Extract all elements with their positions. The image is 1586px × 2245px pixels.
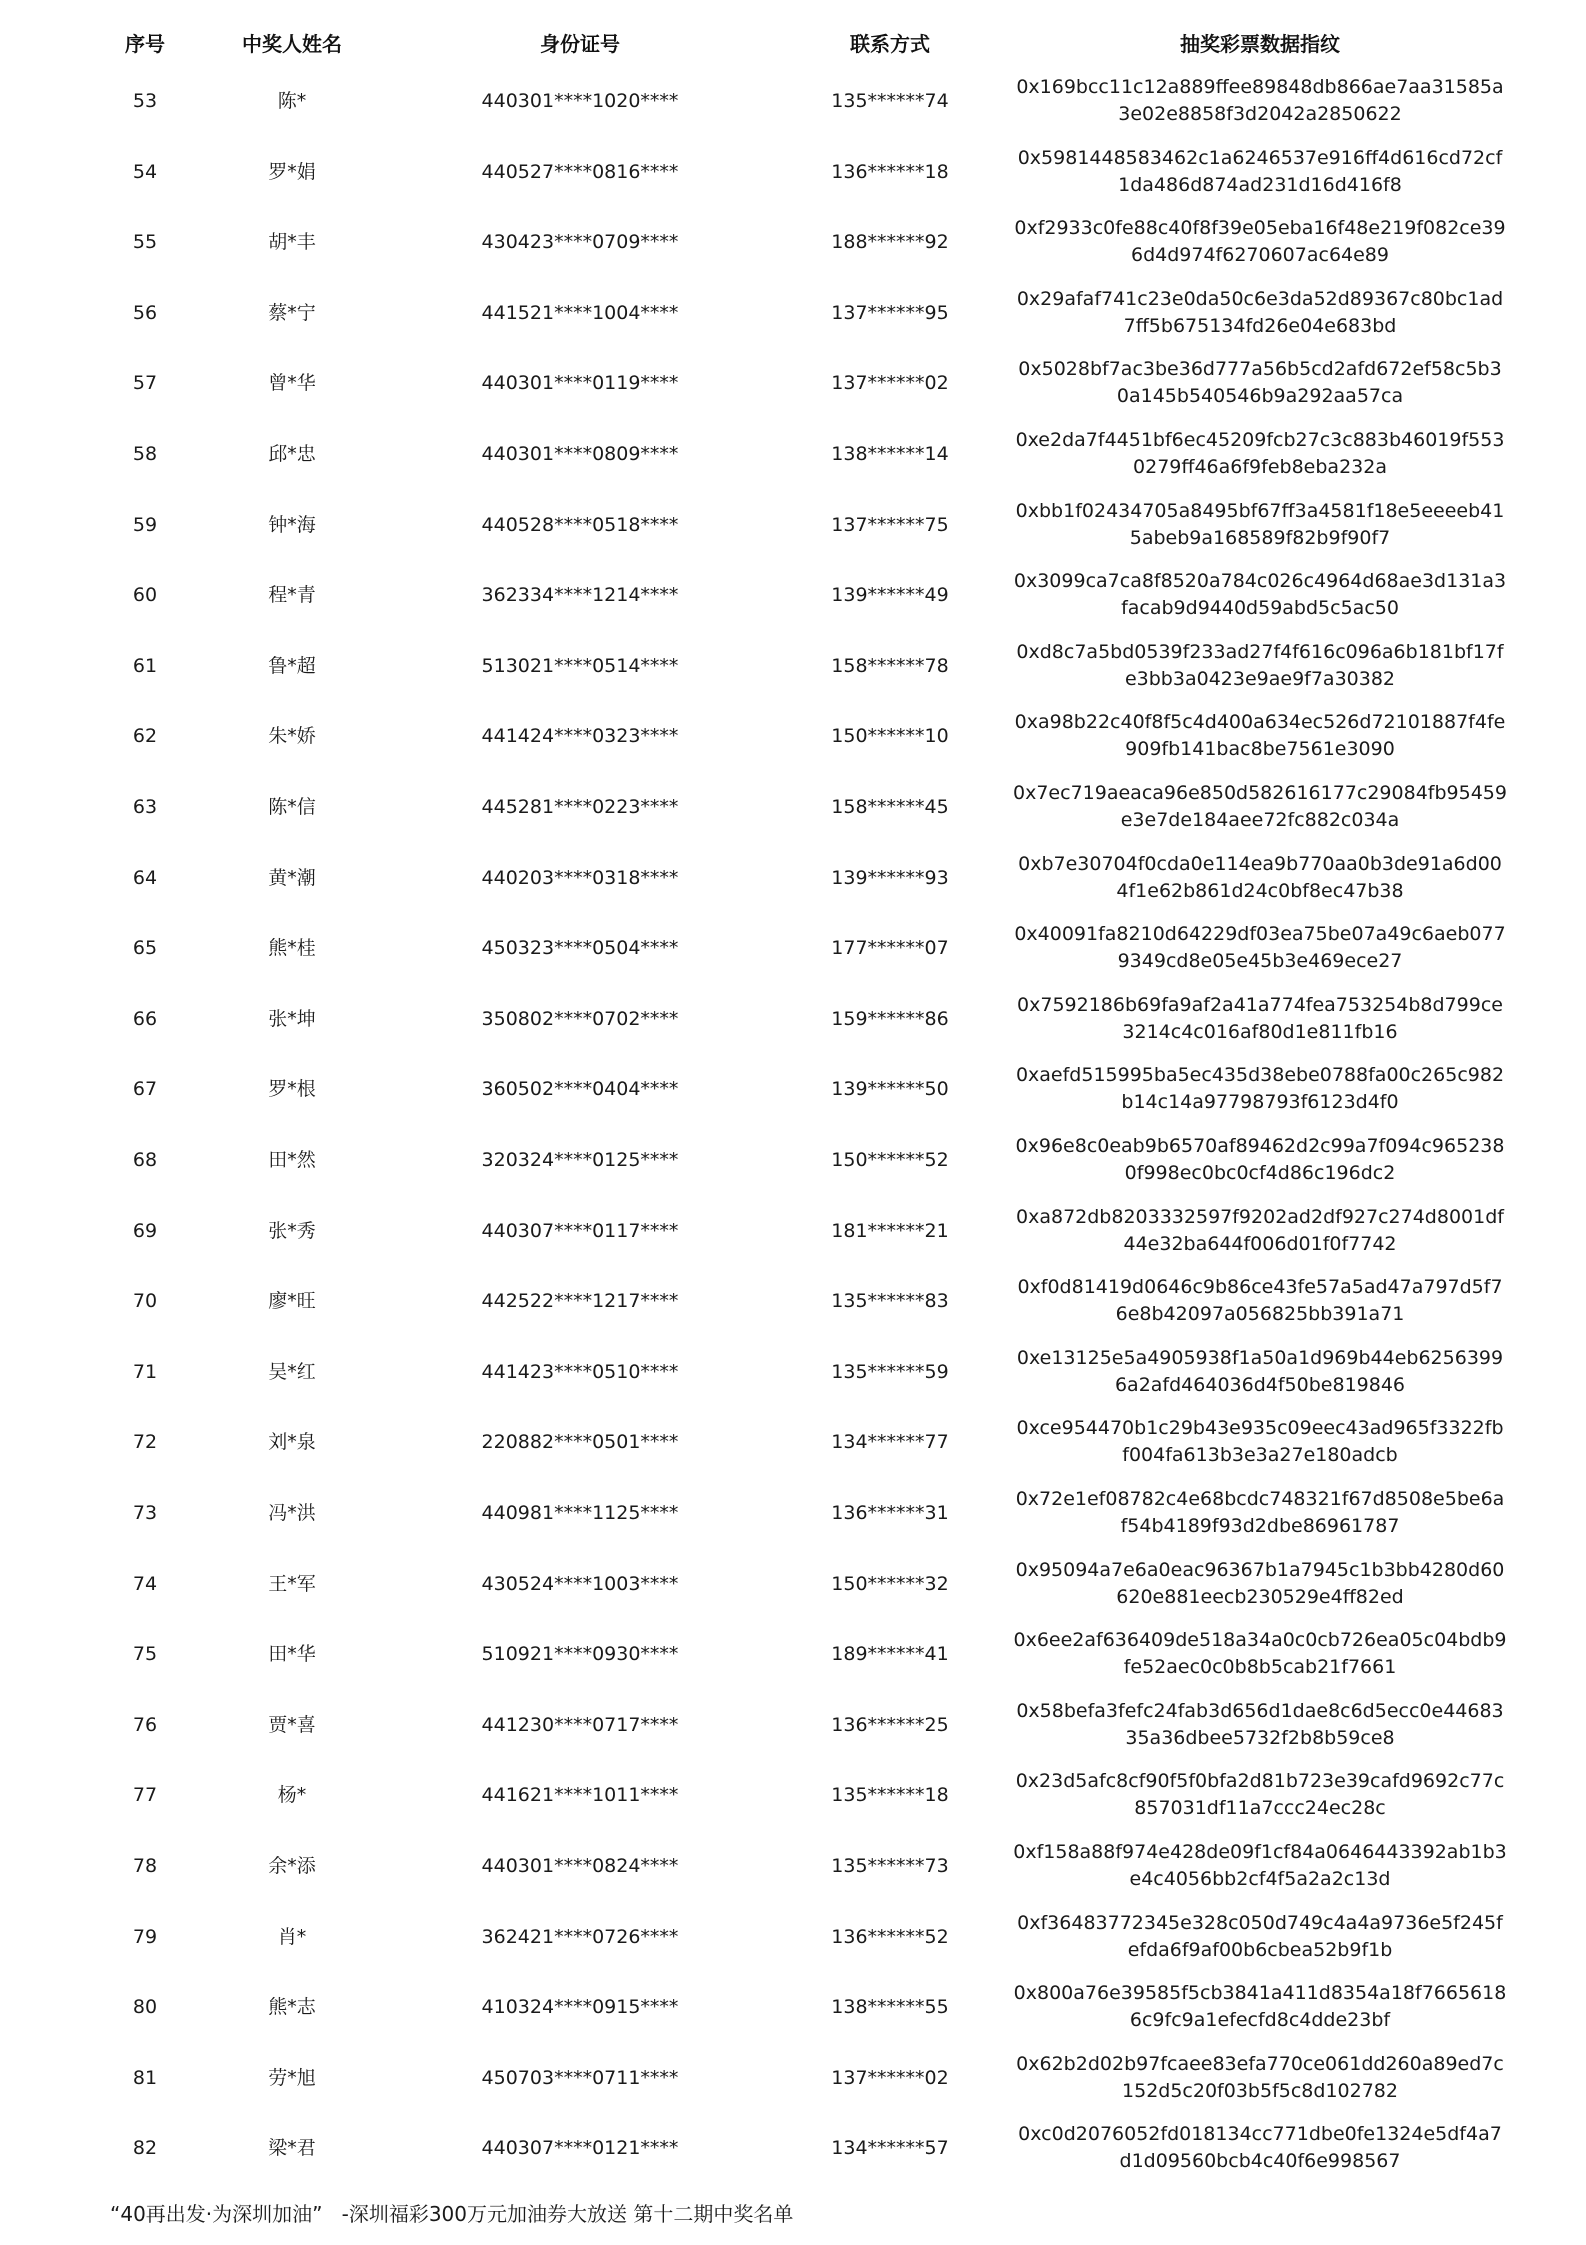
table-row — [0, 1549, 1586, 1620]
cell-id: 440528****0518**** — [481, 513, 679, 536]
cell-id: 450703****0711**** — [481, 2066, 679, 2089]
hash-line-2: 6d4d974f6270607ac64e89 — [1130, 244, 1389, 267]
cell-seq: 55 — [132, 231, 158, 254]
cell-name: 熊*志 — [268, 1996, 316, 2019]
hash-line-2: 3e02e8858f3d2042a2850622 — [1118, 103, 1402, 125]
cell-name: 张*秀 — [268, 1219, 316, 1242]
cell-seq: 58 — [132, 443, 158, 465]
hash-line-1: 0xf0d81419d0646c9b86ce43fe57a5ad47a797d5f7 — [1017, 1276, 1503, 1299]
cell-hash — [1000, 921, 1520, 975]
cell-id: 320324****0125**** — [481, 1149, 679, 1171]
table-row — [0, 1760, 1586, 1831]
cell-id: 440981****1125**** — [481, 1502, 679, 1524]
table-row — [0, 137, 1586, 208]
hash-line-2: e4c4056bb2cf4f5a2a2c13d — [1129, 1868, 1391, 1890]
cell-seq: 65 — [132, 937, 158, 960]
cell-seq: 67 — [132, 1078, 158, 1101]
cell-seq: 64 — [132, 866, 158, 889]
cell-id: 440307****0121**** — [481, 2137, 679, 2160]
cell-hash — [1000, 1980, 1520, 2034]
table-row — [0, 1125, 1586, 1196]
cell-name: 田*华 — [268, 1643, 316, 1666]
cell-name: 罗*娟 — [268, 160, 316, 183]
cell-seq: 62 — [132, 725, 158, 748]
cell-hash — [1000, 1839, 1520, 1893]
cell-name: 杨* — [277, 1784, 307, 1807]
hash-line-1: 0x95094a7e6a0eac96367b1a7945c1b3bb4280d60 — [1015, 1558, 1505, 1581]
hash-line-2: 6c9fc9a1efecfd8c4dde23bf — [1129, 2009, 1391, 2032]
hash-line-2: f004fa613b3e3a27e180adcb — [1122, 1444, 1398, 1467]
cell-name: 冯*洪 — [268, 1502, 316, 1524]
cell-hash — [1000, 286, 1520, 340]
cell-id: 441521****1004**** — [481, 301, 679, 324]
cell-hash — [1000, 1557, 1520, 1611]
cell-name: 程*青 — [268, 584, 316, 607]
cell-phone: 135******18 — [831, 1784, 949, 1807]
cell-phone: 189******41 — [831, 1643, 949, 1666]
hash-line-2: efda6f9af00b6cbea52b9f1b — [1127, 1938, 1393, 1961]
hash-line-1: 0x7ec719aeaca96e850d582616177c29084fb95459 — [1013, 782, 1507, 804]
table-row — [0, 1407, 1586, 1478]
table-row — [0, 1266, 1586, 1337]
hash-line-1: 0xe13125e5a4905938f1a50a1d969b44eb6256399 — [1016, 1346, 1504, 1369]
table-row — [0, 207, 1586, 278]
cell-phone: 135******74 — [831, 90, 949, 112]
cell-phone: 158******78 — [831, 654, 949, 677]
cell-seq: 78 — [132, 1855, 158, 1877]
hash-line-1: 0xce954470b1c29b43e935c09eec43ad965f3322fb — [1016, 1417, 1504, 1440]
cell-phone: 158******45 — [831, 796, 949, 818]
table-row — [0, 1337, 1586, 1408]
cell-seq: 80 — [132, 1996, 158, 2019]
hash-line-2: 152d5c20f03b5f5c8d102782 — [1122, 2079, 1398, 2102]
hash-line-1: 0xd8c7a5bd0539f233ad27f4f616c096a6b181bf17f — [1016, 640, 1504, 663]
cell-id: 513021****0514**** — [481, 654, 679, 677]
hash-line-1: 0x169bcc11c12a889ffee89848db866ae7aa31585a — [1016, 76, 1504, 98]
cell-hash — [1000, 1910, 1520, 1964]
cell-name: 张*坤 — [268, 1007, 316, 1030]
table-row — [0, 1619, 1586, 1690]
table-row — [0, 772, 1586, 843]
cell-id: 362421****0726**** — [481, 1925, 679, 1948]
hash-line-2: 6a2afd464036d4f50be819846 — [1114, 1373, 1406, 1396]
hash-line-2: 857031df11a7ccc24ec28c — [1134, 1797, 1386, 1820]
cell-seq: 54 — [132, 160, 158, 183]
cell-seq: 59 — [132, 513, 158, 536]
cell-name: 罗*根 — [268, 1078, 316, 1101]
cell-name: 熊*桂 — [268, 937, 316, 960]
cell-hash — [1000, 427, 1520, 481]
hash-line-1: 0xaefd515995ba5ec435d38ebe0788fa00c265c982 — [1015, 1064, 1505, 1087]
cell-name: 陈*信 — [268, 796, 316, 818]
hash-line-2: 1da486d874ad231d16d416f8 — [1118, 173, 1402, 196]
cell-name: 贾*喜 — [268, 1713, 316, 1736]
cell-hash — [1000, 568, 1520, 622]
cell-id: 441621****1011**** — [481, 1784, 679, 1807]
cell-hash — [1000, 709, 1520, 763]
header-seq: 序号 — [125, 32, 165, 56]
table-row — [0, 984, 1586, 1055]
cell-name: 邱*忠 — [268, 443, 316, 465]
cell-seq: 79 — [132, 1925, 158, 1948]
hash-line-2: 35a36dbee5732f2b8b59ce8 — [1125, 1726, 1395, 1749]
cell-seq: 75 — [132, 1643, 158, 1666]
cell-seq: 72 — [132, 1431, 158, 1454]
cell-name: 曾*华 — [268, 372, 316, 395]
cell-id: 440527****0816**** — [481, 160, 679, 183]
cell-hash — [1000, 1486, 1520, 1540]
cell-seq: 63 — [132, 796, 158, 818]
cell-id: 360502****0404**** — [481, 1078, 679, 1101]
hash-line-1: 0xa872db8203332597f9202ad2df927c274d8001df — [1016, 1205, 1504, 1228]
cell-hash — [1000, 1415, 1520, 1469]
cell-name: 刘*泉 — [268, 1431, 316, 1454]
cell-id: 441423****0510**** — [481, 1360, 679, 1383]
hash-line-2: e3e7de184aee72fc882c034a — [1120, 809, 1400, 831]
cell-seq: 69 — [132, 1219, 158, 1242]
table-row — [0, 66, 1586, 137]
table-row — [0, 1972, 1586, 2043]
table-row — [0, 1690, 1586, 1761]
cell-hash — [1000, 1062, 1520, 1116]
cell-hash — [1000, 145, 1520, 199]
hash-line-1: 0x62b2d02b97fcaee83efa770ce061dd260a89ed7c — [1016, 2052, 1504, 2075]
cell-hash — [1000, 992, 1520, 1046]
hash-line-2: f54b4189f93d2dbe86961787 — [1120, 1515, 1400, 1537]
cell-hash — [1000, 2051, 1520, 2105]
cell-phone: 137******02 — [831, 2066, 949, 2089]
hash-line-1: 0x6ee2af636409de518a34a0c0cb726ea05c04bdb9 — [1013, 1629, 1507, 1652]
cell-name: 鲁*超 — [268, 654, 316, 677]
cell-id: 441424****0323**** — [481, 725, 679, 748]
cell-seq: 82 — [132, 2137, 158, 2160]
cell-hash — [1000, 215, 1520, 269]
table-row — [0, 913, 1586, 984]
cell-id: 410324****0915**** — [481, 1996, 679, 2019]
cell-seq: 66 — [132, 1007, 158, 1030]
header-phone: 联系方式 — [850, 32, 930, 56]
table-row — [0, 2043, 1586, 2114]
cell-name: 田*然 — [268, 1149, 316, 1171]
table-row — [0, 348, 1586, 419]
cell-phone: 181******21 — [831, 1219, 949, 1242]
hash-line-2: 0a145b540546b9a292aa57ca — [1116, 385, 1404, 408]
cell-id: 450323****0504**** — [481, 937, 679, 960]
cell-name: 朱*娇 — [268, 725, 316, 748]
hash-line-1: 0x800a76e39585f5cb3841a411d8354a18f7665618 — [1013, 1982, 1507, 2005]
hash-line-1: 0xf2933c0fe88c40f8f39e05eba16f48e219f082ce39 — [1014, 217, 1506, 240]
hash-line-2: 0f998ec0bc0cf4d86c196dc2 — [1124, 1162, 1396, 1184]
table-row — [0, 631, 1586, 702]
cell-seq: 60 — [132, 584, 158, 607]
cell-name: 梁*君 — [268, 2137, 316, 2160]
cell-phone: 139******50 — [831, 1078, 949, 1101]
hash-line-1: 0xe2da7f4451bf6ec45209fcb27c3c883b46019f553 — [1015, 429, 1505, 451]
hash-line-1: 0x29afaf741c23e0da50c6e3da52d89367c80bc1ad — [1016, 287, 1504, 310]
hash-line-2: 909fb141bac8be7561e3090 — [1125, 738, 1395, 761]
cell-phone: 135******83 — [831, 1290, 949, 1313]
cell-id: 440301****1020**** — [481, 90, 679, 112]
cell-phone: 159******86 — [831, 1007, 949, 1030]
table-row — [0, 701, 1586, 772]
cell-id: 220882****0501**** — [481, 1431, 679, 1454]
cell-phone: 135******73 — [831, 1855, 949, 1877]
cell-phone: 150******10 — [831, 725, 949, 748]
cell-id: 440307****0117**** — [481, 1219, 679, 1242]
cell-name: 肖* — [277, 1925, 307, 1948]
cell-hash — [1000, 1345, 1520, 1399]
cell-phone: 134******77 — [831, 1431, 949, 1454]
hash-line-1: 0x7592186b69fa9af2a41a774fea753254b8d799ce — [1017, 993, 1503, 1016]
cell-id: 440301****0824**** — [481, 1855, 679, 1877]
table-row — [0, 490, 1586, 561]
hash-line-1: 0xf36483772345e328c050d749c4a4a9736e5f245f — [1017, 1911, 1503, 1934]
cell-phone: 150******52 — [831, 1149, 949, 1171]
cell-phone: 136******18 — [831, 160, 949, 183]
hash-line-1: 0xc0d2076052fd018134cc771dbe0fe1324e5df4a7 — [1018, 2123, 1502, 2146]
cell-name: 廖*旺 — [268, 1290, 316, 1313]
cell-hash — [1000, 1133, 1520, 1187]
cell-phone: 138******14 — [831, 443, 949, 465]
hash-line-2: fe52aec0c0b8b5cab21f7661 — [1123, 1656, 1397, 1679]
cell-name: 余*添 — [268, 1855, 316, 1877]
cell-hash — [1000, 1204, 1520, 1258]
cell-id: 362334****1214**** — [481, 584, 679, 607]
hash-line-2: 6e8b42097a056825bb391a71 — [1115, 1303, 1405, 1326]
table-row — [0, 419, 1586, 490]
cell-seq: 76 — [132, 1713, 158, 1736]
header-id: 身份证号 — [540, 32, 620, 56]
cell-hash — [1000, 639, 1520, 693]
cell-phone: 137******95 — [831, 301, 949, 324]
cell-hash — [1000, 851, 1520, 905]
cell-hash — [1000, 74, 1520, 128]
cell-id: 350802****0702**** — [481, 1007, 679, 1030]
cell-id: 440203****0318**** — [481, 866, 679, 889]
hash-line-1: 0xb7e30704f0cda0e114ea9b770aa0b3de91a6d00 — [1018, 852, 1502, 875]
cell-phone: 139******49 — [831, 584, 949, 607]
cell-id: 442522****1217**** — [481, 1290, 679, 1313]
cell-id: 445281****0223**** — [481, 796, 679, 818]
cell-hash — [1000, 356, 1520, 410]
cell-id: 430524****1003**** — [481, 1572, 679, 1595]
hash-line-1: 0xf158a88f974e428de09f1cf84a0646443392ab1b3 — [1013, 1841, 1507, 1863]
cell-phone: 137******02 — [831, 372, 949, 395]
hash-line-1: 0xa98b22c40f8f5c4d400a634ec526d72101887f4fe — [1014, 711, 1506, 734]
cell-phone: 136******52 — [831, 1925, 949, 1948]
hash-line-2: 3214c4c016af80d1e811fb16 — [1122, 1020, 1398, 1043]
cell-hash — [1000, 1698, 1520, 1752]
cell-seq: 61 — [132, 654, 158, 677]
cell-id: 440301****0119**** — [481, 372, 679, 395]
cell-phone: 134******57 — [831, 2137, 949, 2160]
header-name: 中奖人姓名 — [242, 32, 342, 56]
hash-line-2: 5abeb9a168589f82b9f90f7 — [1129, 526, 1391, 549]
cell-phone: 150******32 — [831, 1572, 949, 1595]
table-row — [0, 278, 1586, 349]
cell-seq: 57 — [132, 372, 158, 395]
cell-seq: 81 — [132, 2066, 158, 2089]
cell-phone: 135******59 — [831, 1360, 949, 1383]
hash-line-2: 9349cd8e05e45b3e469ece27 — [1117, 950, 1403, 973]
document-footer: “40再出发·为深圳加油” -深圳福彩300万元加油券大放送 第十二期中奖名单 — [110, 2202, 794, 2226]
hash-line-1: 0x96e8c0eab9b6570af89462d2c99a7f094c965238 — [1015, 1135, 1505, 1157]
cell-seq: 73 — [132, 1502, 158, 1524]
cell-name: 胡*丰 — [268, 231, 316, 254]
header-hash: 抽奖彩票数据指纹 — [1180, 32, 1340, 56]
hash-line-1: 0x23d5afc8cf90f5f0bfa2d81b723e39cafd9692c77c — [1015, 1770, 1505, 1793]
cell-hash — [1000, 2121, 1520, 2175]
cell-seq: 74 — [132, 1572, 158, 1595]
hash-line-1: 0xbb1f02434705a8495bf67ff3a4581f18e5eeeeb41 — [1015, 499, 1505, 522]
hash-line-1: 0x72e1ef08782c4e68bcdc748321f67d8508e5be6a — [1015, 1488, 1505, 1510]
table-row — [0, 560, 1586, 631]
cell-hash — [1000, 498, 1520, 552]
cell-seq: 70 — [132, 1290, 158, 1313]
cell-seq: 68 — [132, 1149, 158, 1171]
hash-line-2: e3bb3a0423e9ae9f7a30382 — [1124, 667, 1396, 690]
cell-name: 陈* — [277, 90, 307, 112]
hash-line-1: 0x5028bf7ac3be36d777a56b5cd2afd672ef58c5b3 — [1018, 358, 1502, 381]
cell-phone: 139******93 — [831, 866, 949, 889]
hash-line-2: 7ff5b675134fd26e04e683bd — [1123, 314, 1397, 337]
hash-line-2: 0279ff46a6f9feb8eba232a — [1133, 456, 1387, 478]
cell-phone: 138******55 — [831, 1996, 949, 2019]
cell-name: 吴*红 — [268, 1360, 316, 1383]
cell-id: 510921****0930**** — [481, 1643, 679, 1666]
cell-hash — [1000, 1274, 1520, 1328]
cell-hash — [1000, 780, 1520, 834]
cell-name: 王*军 — [268, 1572, 316, 1595]
hash-line-1: 0x5981448583462c1a6246537e916ff4d616cd72cf — [1017, 146, 1503, 169]
table-row — [0, 1478, 1586, 1549]
hash-line-2: 44e32ba644f006d01f0f7742 — [1123, 1232, 1397, 1255]
cell-phone: 136******25 — [831, 1713, 949, 1736]
hash-line-2: d1d09560bcb4c40f6e998567 — [1119, 2150, 1401, 2173]
cell-name: 钟*海 — [268, 513, 316, 536]
cell-hash — [1000, 1627, 1520, 1681]
table-row — [0, 2113, 1586, 2184]
cell-id: 440301****0809**** — [481, 443, 679, 465]
table-row — [0, 1196, 1586, 1267]
table-row — [0, 843, 1586, 914]
cell-id: 430423****0709**** — [481, 231, 679, 254]
cell-name: 蔡*宁 — [268, 301, 316, 324]
cell-id: 441230****0717**** — [481, 1713, 679, 1736]
hash-line-2: 620e881eecb230529e4ff82ed — [1116, 1585, 1404, 1608]
cell-name: 劳*旭 — [268, 2066, 316, 2089]
table-row — [0, 1831, 1586, 1902]
hash-line-1: 0x40091fa8210d64229df03ea75be07a49c6aeb077 — [1014, 923, 1506, 946]
hash-line-2: facab9d9440d59abd5c5ac50 — [1121, 597, 1399, 620]
hash-line-2: b14c14a97798793f6123d4f0 — [1121, 1091, 1399, 1114]
hash-line-2: 4f1e62b861d24c0bf8ec47b38 — [1116, 879, 1404, 902]
cell-hash — [1000, 1768, 1520, 1822]
cell-seq: 53 — [132, 90, 158, 112]
table-row — [0, 1054, 1586, 1125]
hash-line-1: 0x58befa3fefc24fab3d656d1dae8c6d5ecc0e44683 — [1016, 1699, 1504, 1722]
cell-phone: 136******31 — [831, 1502, 949, 1524]
cell-seq: 77 — [132, 1784, 158, 1807]
cell-name: 黄*潮 — [268, 866, 316, 889]
hash-line-1: 0x3099ca7ca8f8520a784c026c4964d68ae3d131a3 — [1013, 570, 1507, 593]
table-header — [0, 22, 1586, 66]
cell-phone: 177******07 — [831, 937, 949, 960]
table-row — [0, 1902, 1586, 1973]
cell-seq: 56 — [132, 301, 158, 324]
cell-seq: 71 — [132, 1360, 158, 1383]
cell-phone: 188******92 — [831, 231, 949, 254]
cell-phone: 137******75 — [831, 513, 949, 536]
